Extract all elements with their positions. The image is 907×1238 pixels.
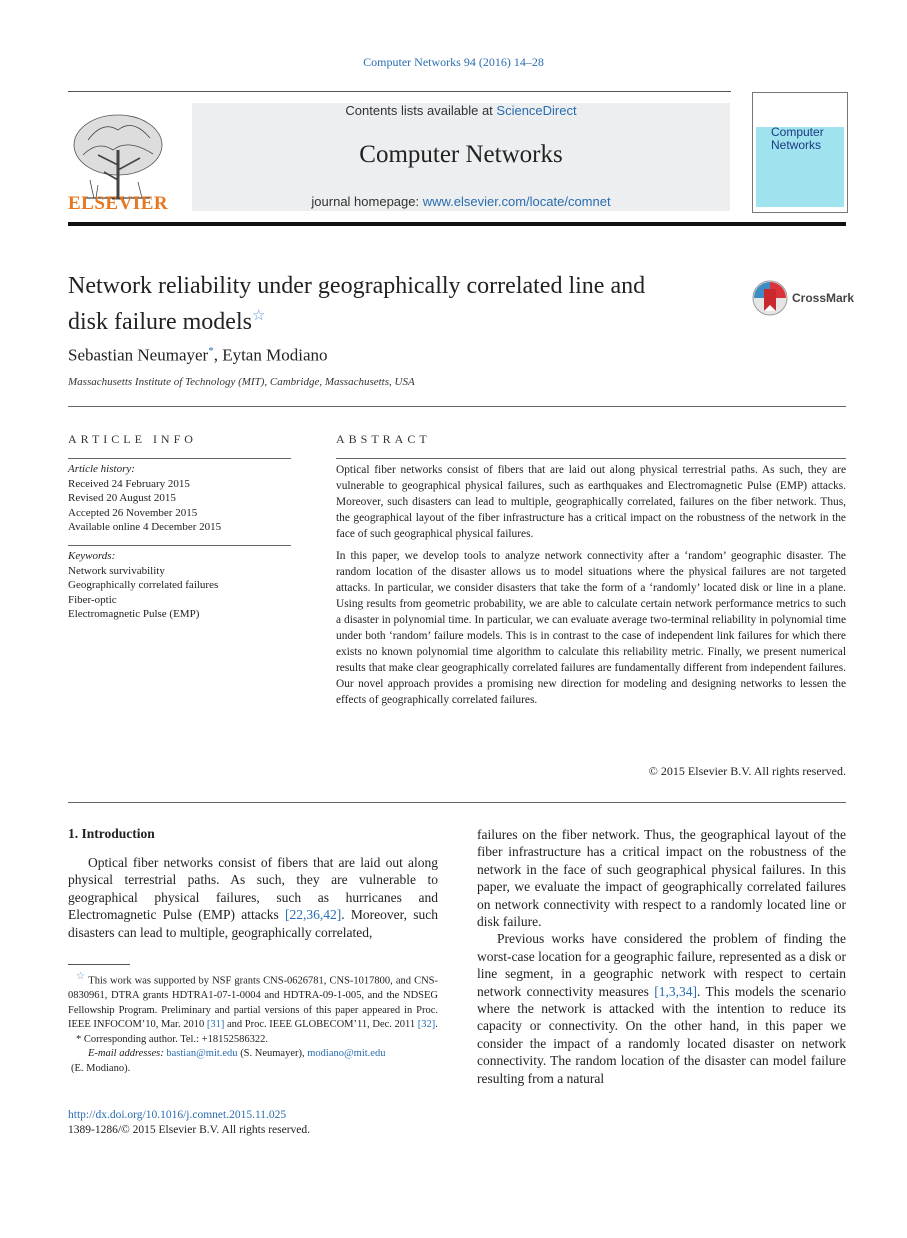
- title-footnote-star-icon[interactable]: ☆: [251, 308, 266, 324]
- abstract-bottom-rule: [68, 802, 846, 803]
- author-modiano[interactable]: Eytan Modiano: [222, 345, 328, 365]
- intro-left-column: [68, 854, 438, 941]
- intro-text: Optical fiber networks consist of fibers that are laid out along physical terrestrial paths. As such, they are vulnerable to geographical physical failures, such as hurricanes and Electromagnetic Pulse (EMP) attacks: [68, 855, 438, 923]
- running-head[interactable]: Computer Networks 94 (2016) 14–28: [363, 55, 544, 69]
- keywords: [68, 549, 291, 622]
- history-received: Received 24 February 2015: [68, 477, 190, 490]
- contents-prefix: Contents lists available at: [345, 103, 497, 118]
- doi-block: [68, 1108, 310, 1138]
- elsevier-logo-text: ELSEVIER: [68, 193, 169, 214]
- footnotes: [68, 970, 438, 1076]
- author-separator: ,: [213, 345, 223, 365]
- intro-text: . Moreover, such disasters can lead to multiple, geographically correlated,: [68, 907, 438, 940]
- history-revised: Revised 20 August 2015: [68, 492, 176, 504]
- footnote-rule: [68, 964, 130, 965]
- journal-title: Computer Networks: [359, 141, 563, 168]
- history-label: Article history:: [68, 463, 135, 475]
- cover-title: [771, 126, 824, 152]
- footnote-emails: [68, 1047, 438, 1076]
- doi-link[interactable]: http://dx.doi.org/10.1016/j.comnet.2015.11.025: [68, 1109, 287, 1121]
- abstract-paragraph-1: Optical fiber networks consist of fibers that are laid out along physical terrestrial paths. As such, they are vulnerable to geographical physical failures, such as earthquakes and Electromagnetic Pulse (EMP) attacks. Moreover, such disasters can lead to multiple, geographically correlated, failures on the fiber network. Thus, the geographical layout of the fiber infrastructure has a critical impact on the robustness of the network in the face of such geographical physical failures.: [336, 464, 846, 540]
- affiliation-rule: [68, 406, 846, 407]
- footnote-star-icon: ☆: [76, 971, 86, 982]
- journal-masthead: [192, 103, 730, 211]
- footnote-corresponding: [68, 1033, 438, 1048]
- citation-link[interactable]: [1,3,34]: [654, 983, 697, 999]
- intro-right-column: [477, 826, 846, 1087]
- title-line2: disk failure models: [68, 309, 252, 335]
- masthead-bottom-rule: [68, 222, 846, 226]
- crossmark-label[interactable]: CrossMark: [792, 291, 855, 305]
- intro-text: . This models the scenario where the network is attacked with the intention to reduce its capacity or connectivity. On the other hand, in this paper we consider the impact of a randomly located disaster on network connectivity. The random location of the disaster can model failure resulting from a natural: [477, 983, 846, 1086]
- abstract-body: [336, 462, 846, 714]
- history-online: Available online 4 December 2015: [68, 521, 222, 533]
- footnote-funding: [68, 970, 438, 1033]
- paper-title: [68, 271, 718, 337]
- intro-right-paragraph-2: [477, 930, 846, 1087]
- affiliation: Massachusetts Institute of Technology (MIT), Cambridge, Massachusetts, USA: [68, 376, 415, 388]
- journal-homepage-line: [192, 194, 730, 209]
- abstract-paragraph-2: In this paper, we develop tools to analyze network connectivity after a ‘random’ geographic disaster. The random location of the disaster allows us to model situations where the physical failures are not targeted attacks. In particular, we consider disasters that take the form of a ‘randomly’ located disk or line in a plane. Using results from geometric probability, we are able to calculate certain network performance metrics to such a disaster in polynomial time. In particular, we can evaluate average two-terminal reliability in polynomial time under both ‘random’ failure models. This is in contrast to the case of independent link failures for which there exists no known polynomial time algorithm to calculate this reliability metric. Finally, we present numerical results that make clear geographically correlated failures are fundamentally different from independent failures. Our novel approach provides a promising new direction for modeling and designing networks to lessen the effects of geographically correlated failures.: [336, 550, 846, 706]
- footnote-text: and Proc. IEEE GLOBECOM’11, Dec. 2011: [224, 1019, 418, 1030]
- keyword: Fiber-optic: [68, 593, 117, 606]
- cover-title-line2: Networks: [771, 138, 822, 152]
- keyword: Geographically correlated failures: [68, 579, 219, 591]
- history-accepted: Accepted 26 November 2015: [68, 506, 198, 519]
- cover-title-line1: Computer: [771, 125, 824, 139]
- email-owner: (E. Modiano).: [71, 1062, 131, 1074]
- article-info-heading: ARTICLE INFO: [68, 432, 197, 446]
- journal-homepage-link[interactable]: www.elsevier.com/locate/comnet: [422, 194, 611, 209]
- keywords-rule: [68, 545, 291, 546]
- intro-right-paragraph-1: failures on the fiber network. Thus, the geographical layout of the fiber infrastructure has a critical impact on the robustness of the network in the face of such geographical physical failures. In this paper, we evaluate the impact of geographically correlated failures on network connectivity with respect to a randomly located line or disk failure.: [477, 827, 846, 930]
- citation-link[interactable]: [31]: [206, 1019, 225, 1030]
- email-link[interactable]: bastian@mit.edu: [166, 1048, 238, 1059]
- email-owner: (S. Neumayer),: [237, 1048, 308, 1059]
- author-list: [68, 345, 328, 366]
- email-link[interactable]: modiano@mit.edu: [307, 1048, 386, 1059]
- header-top-rule: [68, 91, 731, 92]
- keyword: Electromagnetic Pulse (EMP): [68, 608, 200, 620]
- abstract-copyright: © 2015 Elsevier B.V. All rights reserved.: [648, 764, 846, 778]
- section-heading-introduction: 1. Introduction: [68, 826, 155, 841]
- keyword: Network survivability: [68, 564, 165, 577]
- article-info-rule: [68, 458, 291, 459]
- corresponding-author-asterisk-icon[interactable]: *: [208, 345, 214, 357]
- email-label: E-mail addresses:: [88, 1048, 164, 1059]
- homepage-prefix: journal homepage:: [311, 194, 423, 209]
- footnote-text: This work was supported by NSF grants CNS-0626781, CNS-1017800, and CNS-0830961, DTRA grants HDTRA1-07-1-0004 and HDTRA-09-1-005, and the NDSEG Fellowship Program. Preliminary and partial versions of this paper appeared in Proc. IEEE INFOCOM’10, Mar. 2010: [68, 975, 438, 1030]
- issn-copyright: 1389-1286/© 2015 Elsevier B.V. All rights reserved.: [68, 1124, 311, 1136]
- keywords-label: Keywords:: [68, 550, 116, 562]
- footnote-text: .: [435, 1019, 438, 1030]
- author-neumayer[interactable]: Sebastian Neumayer: [68, 345, 209, 365]
- citation-link[interactable]: [32]: [417, 1019, 436, 1030]
- article-history: [68, 462, 291, 535]
- footnote-text: Corresponding author. Tel.: +18152586322.: [83, 1033, 268, 1045]
- citation-link[interactable]: [22,36,42]: [285, 907, 342, 923]
- abstract-rule: [336, 458, 846, 459]
- contents-available-line: [192, 103, 730, 118]
- sciencedirect-link[interactable]: ScienceDirect: [496, 103, 577, 118]
- journal-cover-thumbnail[interactable]: [752, 92, 848, 213]
- abstract-heading: ABSTRACT: [336, 432, 431, 446]
- footnote-asterisk-icon: *: [76, 1033, 82, 1045]
- intro-text: Previous works have considered the problem of finding the worst-case location for a geographic failure, represented as a disk or line segment, in a geographic network with respect to certain network connectivity measures: [477, 931, 846, 999]
- intro-left-paragraph: [68, 854, 438, 941]
- title-line1: Network reliability under geographically correlated line and: [68, 273, 646, 299]
